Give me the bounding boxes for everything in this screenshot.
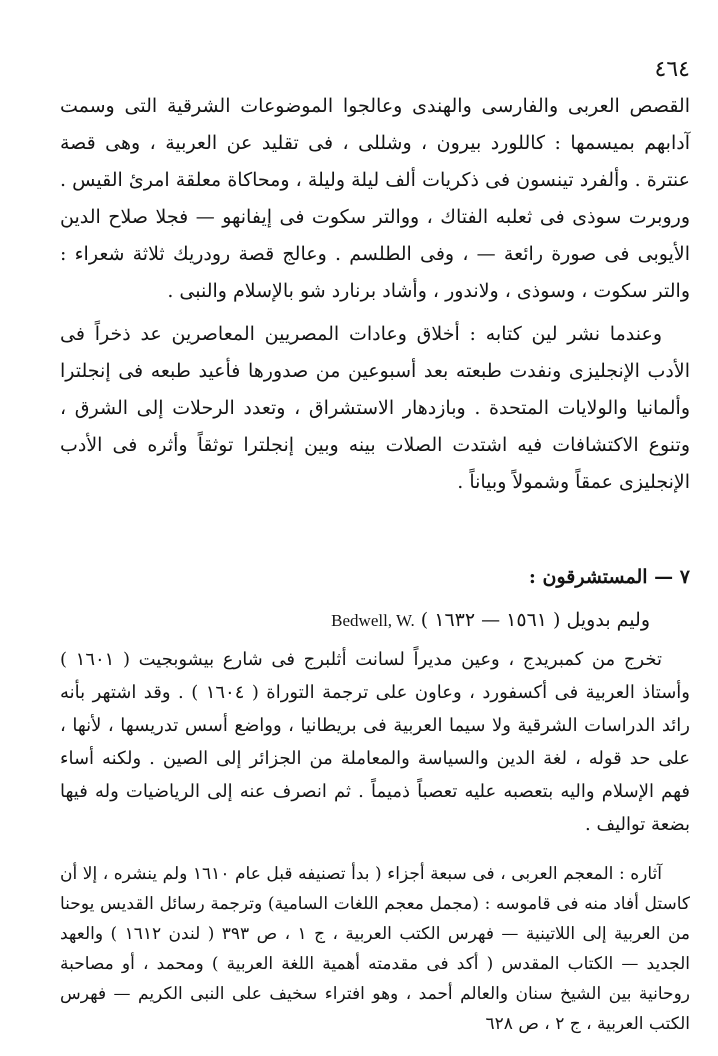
paragraph-orientalist-themes: القصص العربى والفارسى والهندى وعالجوا الموضوعات الشرقية التى وسمت آدابهم بميسمها : كاللورد بيرون ، وشللى ، فى تقليد عن العربية ، وهى قصة عنترة . وألفرد تينسون فى ذكريات ألف ليلة وليلة ، ومحاكاة معلقة امرئ القيس . وروبرت سوذى فى ثعلبه الفتاك ، ووالتر سكوت فى إيفانهو — فجلا صلاح الدين الأيوبى فى صورة رائعة — ، وفى الطلسم . وعالج قصة رودريك ثلاثة شعراء : والتر سكوت ، وسوذى ، ولاندور ، وأشاد برنارد شو بالإسلام والنبى . — [60, 95, 690, 302]
entry-works — [60, 859, 690, 1039]
entry-name-arabic: وليم بدويل ( ١٥٦١ — ١٦٣٢ ) — [420, 609, 650, 631]
section-heading-orientalists: ٧ — المستشرقون : — [528, 566, 690, 588]
entry-heading — [60, 600, 690, 641]
entry-works-text: آثاره : المعجم العربى ، فى سبعة أجزاء ( بدأ تصنيفه قبل عام ١٦١٠ ولم ينشره ، إلا أن كاستل أفاد منه فى قاموسه : (مجمل معجم اللغات السامية) وترجمة رسائل القديس يوحنا من العربية إلى اللاتينية — فهرس الكتب العربية ، ج ١ ، ص ٣٩٣ ( لندن ١٦١٢ ) والعهد الجديد — الكتاب المقدس ( أكد فى مقدمته أهمية اللغة العربية ) ومحمد ، أو مصاحبة روحانية بين الشيخ سنان والعالم أحمد ، وهو افتراء سخيف على النبى الكريم — فهرس الكتب العربية ، ج ٢ ، ص ٦٢٨ — [60, 864, 690, 1034]
paragraph-lane-book: وعندما نشر لين كتابه : أخلاق وعادات المصريين المعاصرين عد ذخراً فى الأدب الإنجليزى ونفدت طبعته بعد أسبوعين من صدورها فأعيد طبعه فى إنجلترا وألمانيا والولايات المتحدة . وبازدهار الاستشراق ، وتعدد الرحلات إلى الشرق ، وتنوع الاكتشافات فيه اشتدت الصلات بينه وبين إنجلترا توثقاً وأثره فى الأدب الإنجليزى عمقاً وشمولاً وبياناً . — [60, 323, 690, 493]
entry-biography: تخرج من كمبريدج ، وعين مديراً لسانت أثلبرج فى شارع بيشوبجيت ( ١٦٠١ ) وأستاذ العربية فى أكسفورد ، وعاون على ترجمة التوراة ( ١٦٠٤ ) . وقد اشتهر بأنه رائد الدراسات الشرقية ولا سيما العربية فى بريطانيا ، وواضع أسس تدريسها ، لأنها ، على حد قوله ، لغة الدين والسياسة والمعاملة من الجزائر إلى الصين . ولكنه أساء فهم الإسلام واليه بتعصبه عليه تعصباً ذميماً . ثم انصرف عنه إلى الرياضيات وله فيها بضعة تواليف . — [60, 649, 691, 835]
entry-name-latin: Bedwell, W. — [331, 611, 415, 630]
book-page — [60, 52, 690, 1042]
page-number: ٤٦٤ — [654, 57, 690, 82]
